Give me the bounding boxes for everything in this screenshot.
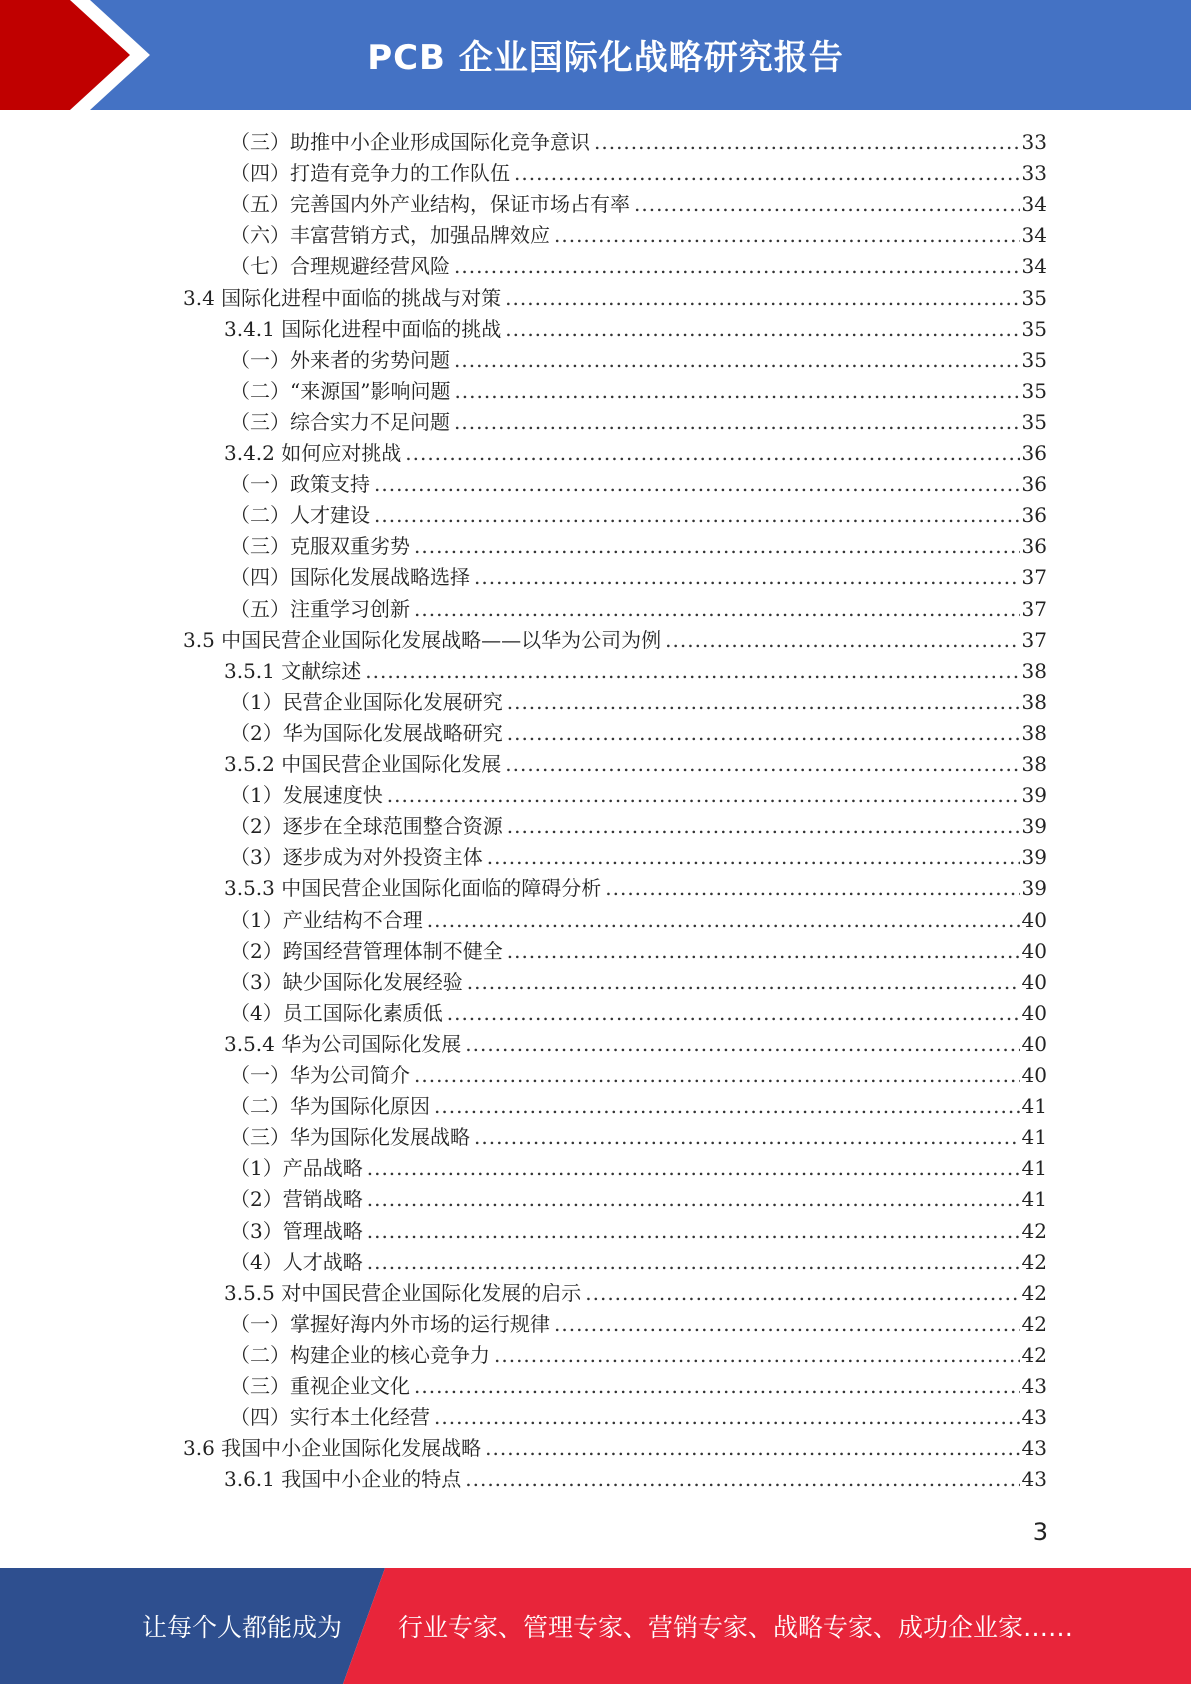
toc-entry-title: 3.5.5 对中国民营企业国际化发展的启示 xyxy=(224,1280,582,1305)
toc-entry-page: 36 xyxy=(1021,472,1047,497)
toc-dot-leader xyxy=(447,998,1020,1029)
toc-entry-title: 3.4.2 如何应对挑战 xyxy=(224,441,402,465)
toc-entry-page: 42 xyxy=(1021,1311,1047,1336)
toc-dot-leader xyxy=(427,905,1020,936)
toc-entry-title: （一）华为公司简介 xyxy=(230,1063,410,1087)
toc-dot-leader xyxy=(365,656,1019,687)
toc-entry-title: 3.5.4 华为公司国际化发展 xyxy=(224,1031,462,1056)
toc-entry-page: 34 xyxy=(1021,192,1047,217)
toc-entry-title: （四）打造有竞争力的工作队伍 xyxy=(230,161,510,186)
toc-entry[interactable] xyxy=(230,998,1047,1029)
toc-entry[interactable] xyxy=(230,1153,1047,1184)
toc-entry-title: （四）国际化发展战略选择 xyxy=(230,565,470,590)
toc-entry[interactable] xyxy=(230,1091,1047,1122)
toc-entry[interactable] xyxy=(230,842,1047,873)
toc-entry-title: （2）华为国际化发展战略研究 xyxy=(230,720,503,745)
toc-entry-page: 35 xyxy=(1021,378,1047,403)
toc-dot-leader xyxy=(367,1184,1020,1215)
toc-entry-title: （一）外来者的劣势问题 xyxy=(230,347,450,372)
toc-entry[interactable] xyxy=(224,749,1047,780)
toc-entry-title: （4）员工国际化素质低 xyxy=(230,1000,443,1025)
toc-entry-title: （三）助推中小企业形成国际化竞争意识 xyxy=(230,130,590,154)
toc-entry-title: （二）“来源国”影响问题 xyxy=(230,378,451,403)
toc-entry-page: 38 xyxy=(1021,658,1047,683)
toc-entry-title: 3.6 我国中小企业国际化发展战略 xyxy=(183,1436,482,1461)
toc-entry-page: 39 xyxy=(1021,845,1047,870)
page-number: 3 xyxy=(1032,1518,1048,1546)
toc-entry-title: （一）政策支持 xyxy=(230,472,370,497)
toc-entry-page: 42 xyxy=(1021,1342,1047,1367)
toc-entry[interactable] xyxy=(230,811,1047,842)
toc-entry-page: 33 xyxy=(1021,130,1047,154)
toc-entry-page: 36 xyxy=(1021,534,1047,559)
toc-entry-title: （五）注重学习创新 xyxy=(230,596,410,621)
toc-dot-leader xyxy=(414,594,1020,625)
toc-entry[interactable] xyxy=(224,873,1047,904)
toc-dot-leader xyxy=(467,967,1020,998)
toc-entry-title: （三）综合实力不足问题 xyxy=(230,409,450,434)
toc-dot-leader xyxy=(554,220,1020,251)
toc-entry-page: 36 xyxy=(1021,503,1047,528)
toc-entry-page: 39 xyxy=(1021,814,1047,839)
toc-entry-page: 37 xyxy=(1021,596,1047,621)
toc-entry-page: 35 xyxy=(1021,347,1047,372)
toc-dot-leader xyxy=(367,1153,1020,1184)
toc-entry-title: 3.5.2 中国民营企业国际化发展 xyxy=(224,752,502,776)
toc-entry[interactable] xyxy=(230,1122,1047,1153)
toc-entry-page: 37 xyxy=(1021,627,1047,652)
toc-entry-title: 3.6.1 我国中小企业的特点 xyxy=(224,1467,462,1492)
toc-entry[interactable] xyxy=(230,1371,1047,1402)
toc-entry-page: 41 xyxy=(1021,1187,1047,1212)
toc-entry-page: 39 xyxy=(1021,876,1047,901)
toc-entry-page: 35 xyxy=(1021,316,1047,341)
toc-entry-title: （2）跨国经营管理体制不健全 xyxy=(230,938,503,963)
toc-entry-title: （1）民营企业国际化发展研究 xyxy=(230,689,503,714)
toc-entry[interactable] xyxy=(230,500,1047,531)
page-header xyxy=(0,0,1191,110)
toc-entry[interactable] xyxy=(230,936,1047,967)
toc-dot-leader xyxy=(605,873,1019,904)
toc-dot-leader xyxy=(634,189,1020,220)
toc-dot-leader xyxy=(665,625,1019,656)
toc-entry-page: 41 xyxy=(1021,1156,1047,1181)
toc-entry[interactable] xyxy=(224,438,1047,469)
toc-entry[interactable] xyxy=(224,1029,1047,1060)
toc-entry-title: （2）营销战略 xyxy=(230,1187,363,1212)
toc-entry-page: 34 xyxy=(1021,254,1047,279)
toc-dot-leader xyxy=(434,1091,1020,1122)
toc-entry[interactable] xyxy=(230,376,1047,407)
toc-dot-leader xyxy=(414,1371,1020,1402)
toc-entry-title: （二）人才建设 xyxy=(230,503,370,528)
toc-entry-page: 43 xyxy=(1021,1467,1047,1492)
toc-entry-title: （五）完善国内外产业结构，保证市场占有率 xyxy=(230,192,630,217)
toc-entry[interactable] xyxy=(230,1216,1047,1247)
toc-entry-page: 43 xyxy=(1021,1374,1047,1398)
toc-entry-title: （三）重视企业文化 xyxy=(230,1374,410,1398)
toc-entry-title: （四）实行本土化经营 xyxy=(230,1405,430,1430)
toc-entry[interactable] xyxy=(230,1340,1047,1371)
toc-entry-title: （七）合理规避经营风险 xyxy=(230,254,450,279)
toc-entry-page: 43 xyxy=(1021,1405,1047,1430)
toc-entry[interactable] xyxy=(230,469,1047,500)
page-footer xyxy=(0,1568,1191,1684)
toc-dot-leader xyxy=(454,376,1019,407)
toc-entry-page: 40 xyxy=(1021,938,1047,963)
toc-dot-leader xyxy=(454,407,1020,438)
toc-entry-title: （2）逐步在全球范围整合资源 xyxy=(230,814,503,839)
toc-entry-title: （3）逐步成为对外投资主体 xyxy=(230,845,483,870)
toc-entry-page: 38 xyxy=(1021,689,1047,714)
toc-entry-title: （4）人才战略 xyxy=(230,1249,363,1274)
toc-entry[interactable] xyxy=(230,1060,1047,1091)
toc-entry-page: 43 xyxy=(1021,1436,1047,1461)
footer-slogan-right: 行业专家、管理专家、营销专家、战略专家、成功企业家…… xyxy=(398,1613,1074,1642)
toc-entry-title: 3.5 中国民营企业国际化发展战略——以华为公司为例 xyxy=(183,627,662,652)
toc-entry[interactable] xyxy=(230,220,1047,251)
toc-entry-page: 41 xyxy=(1021,1125,1047,1150)
toc-entry-title: （二）华为国际化原因 xyxy=(230,1094,430,1119)
toc-entry[interactable] xyxy=(230,1309,1047,1340)
toc-dot-leader xyxy=(454,345,1020,376)
toc-entry-title: （三）华为国际化发展战略 xyxy=(230,1125,470,1150)
toc-entry-page: 39 xyxy=(1021,783,1047,808)
toc-entry-title: 3.4 国际化进程中面临的挑战与对策 xyxy=(183,285,502,310)
toc-entry-page: 41 xyxy=(1021,1094,1047,1119)
toc-entry-title: （3）管理战略 xyxy=(230,1218,363,1243)
toc-dot-leader xyxy=(507,718,1020,749)
toc-entry-page: 34 xyxy=(1021,223,1047,248)
toc-dot-leader xyxy=(505,314,1019,345)
toc-entry[interactable] xyxy=(230,967,1047,998)
toc-dot-leader xyxy=(367,1216,1020,1247)
toc-dot-leader xyxy=(485,1433,1019,1464)
toc-entry[interactable] xyxy=(183,283,1047,314)
toc-entry[interactable] xyxy=(230,158,1047,189)
toc-dot-leader xyxy=(414,531,1020,562)
toc-entry[interactable] xyxy=(230,780,1047,811)
toc-entry-page: 40 xyxy=(1021,1031,1047,1056)
toc-entry-page: 37 xyxy=(1021,565,1047,590)
toc-dot-leader xyxy=(465,1029,1019,1060)
toc-dot-leader xyxy=(414,1060,1020,1091)
toc-entry-page: 42 xyxy=(1021,1218,1047,1243)
toc-entry[interactable] xyxy=(224,656,1047,687)
toc-dot-leader xyxy=(514,158,1020,189)
toc-entry-page: 35 xyxy=(1021,285,1047,310)
toc-dot-leader xyxy=(434,1402,1020,1433)
toc-entry[interactable] xyxy=(224,314,1047,345)
toc-dot-leader xyxy=(387,780,1020,811)
toc-dot-leader xyxy=(374,469,1020,500)
toc-entry[interactable] xyxy=(230,718,1047,749)
toc-entry[interactable] xyxy=(230,1402,1047,1433)
toc-dot-leader xyxy=(494,1340,1020,1371)
toc-entry-title: 3.4.1 国际化进程中面临的挑战 xyxy=(224,316,502,341)
toc-entry-page: 36 xyxy=(1021,441,1047,465)
toc-entry-title: （1）产业结构不合理 xyxy=(230,907,423,932)
toc-entry-title: 3.5.1 文献综述 xyxy=(224,658,362,683)
toc-entry[interactable] xyxy=(224,1464,1047,1495)
toc-dot-leader xyxy=(454,251,1020,282)
toc-dot-leader xyxy=(487,842,1020,873)
toc-entry-title: （六）丰富营销方式，加强品牌效应 xyxy=(230,223,550,248)
toc-entry-page: 40 xyxy=(1021,907,1047,932)
toc-entry[interactable] xyxy=(183,625,1047,656)
toc-entry[interactable] xyxy=(230,594,1047,625)
toc-entry[interactable] xyxy=(183,1433,1047,1464)
toc-entry-page: 38 xyxy=(1021,720,1047,745)
toc-dot-leader xyxy=(405,438,1019,469)
toc-entry-page: 35 xyxy=(1021,409,1047,434)
toc-dot-leader xyxy=(465,1464,1019,1495)
toc-dot-leader xyxy=(474,1122,1020,1153)
toc-entry-title: （1）产品战略 xyxy=(230,1156,363,1181)
toc-dot-leader xyxy=(505,749,1019,780)
toc-entry-page: 38 xyxy=(1021,752,1047,776)
toc-dot-leader xyxy=(474,562,1020,593)
toc-dot-leader xyxy=(554,1309,1020,1340)
toc-entry[interactable] xyxy=(230,687,1047,718)
toc-entry[interactable] xyxy=(230,127,1047,158)
toc-entry-page: 40 xyxy=(1021,1000,1047,1025)
toc-entry[interactable] xyxy=(230,1247,1047,1278)
toc-dot-leader xyxy=(374,500,1020,531)
toc-dot-leader xyxy=(505,283,1019,314)
toc-dot-leader xyxy=(585,1278,1019,1309)
toc-dot-leader xyxy=(367,1247,1020,1278)
toc-entry[interactable] xyxy=(230,189,1047,220)
toc-entry-page: 42 xyxy=(1021,1280,1047,1305)
toc-entry[interactable] xyxy=(230,531,1047,562)
report-title: PCB 企业国际化战略研究报告 xyxy=(367,38,844,78)
toc-dot-leader xyxy=(594,127,1020,158)
toc-entry[interactable] xyxy=(230,345,1047,376)
toc-entry-title: （3）缺少国际化发展经验 xyxy=(230,969,463,994)
toc-entry-page: 33 xyxy=(1021,161,1047,186)
toc-entry-title: （二）构建企业的核心竞争力 xyxy=(230,1342,490,1367)
toc-entry[interactable] xyxy=(230,1184,1047,1215)
toc-entry[interactable] xyxy=(230,251,1047,282)
toc-dot-leader xyxy=(507,811,1020,842)
toc-dot-leader xyxy=(507,936,1020,967)
toc-entry-page: 42 xyxy=(1021,1249,1047,1274)
footer-slogan-left: 让每个人都能成为 xyxy=(142,1613,343,1642)
toc-entry[interactable] xyxy=(230,562,1047,593)
toc-entry-title: 3.5.3 中国民营企业国际化面临的障碍分析 xyxy=(224,876,602,901)
toc-entry[interactable] xyxy=(230,407,1047,438)
toc-entry[interactable] xyxy=(224,1278,1047,1309)
toc-entry-page: 40 xyxy=(1021,1063,1047,1087)
toc-entry-page: 40 xyxy=(1021,969,1047,994)
toc-entry-title: （1）发展速度快 xyxy=(230,783,383,808)
toc-entry[interactable] xyxy=(230,905,1047,936)
toc-dot-leader xyxy=(507,687,1020,718)
toc-entry-title: （三）克服双重劣势 xyxy=(230,534,410,559)
toc-entry-title: （一）掌握好海内外市场的运行规律 xyxy=(230,1311,550,1336)
